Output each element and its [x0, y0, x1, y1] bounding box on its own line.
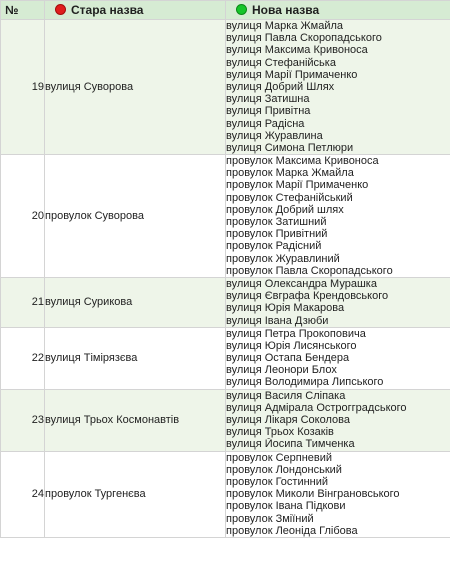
row-number: 21 [1, 277, 45, 327]
green-circle-icon [236, 4, 247, 15]
new-street-names [226, 277, 450, 327]
old-street-name: вулиця Тімірязєва [45, 327, 226, 389]
new-name-option: вулиця Юрія Лисянського [226, 339, 357, 352]
new-name-option: провулок Радісний [226, 240, 322, 253]
new-name-option: вулиця Петра Прокоповича [226, 327, 366, 340]
table-row [1, 155, 450, 278]
new-name-option: провулок Стефанійський [226, 191, 353, 204]
new-name-option: провулок Павла Скоропадського [226, 264, 393, 277]
new-name-option: вулиця Лікаря Соколова [226, 414, 350, 426]
old-street-name: провулок Суворова [45, 155, 226, 278]
new-name-option: провулок Івана Підкови [226, 500, 346, 513]
table-row [1, 389, 450, 451]
row-number: 24 [1, 451, 45, 537]
row-number: 22 [1, 327, 45, 389]
new-name-option: провулок Добрий шлях [226, 203, 344, 216]
new-name-option: провулок Привітний [226, 228, 328, 241]
new-name-option: провулок Леоніда Глібова [226, 524, 358, 537]
header-number [1, 1, 45, 20]
table-row [1, 20, 450, 155]
row-number: 20 [1, 155, 45, 278]
new-name-option: вулиця Симона Петлюри [226, 141, 354, 154]
row-number: 23 [1, 389, 45, 451]
new-name-option: вулиця Адмірала Острогградського [226, 401, 407, 414]
table-header-row [1, 1, 450, 20]
new-name-option: вулиця Володимира Липського [226, 376, 384, 389]
new-name-option: вулиця Леонори Блох [226, 364, 337, 377]
new-name-option: вулиця Журавлина [226, 129, 323, 142]
old-street-name: провулок Тургенєва [45, 451, 226, 537]
table-row [1, 327, 450, 389]
new-name-option: вулиця Павла Скоропадського [226, 32, 382, 45]
new-name-option: вулиця Стефанійська [226, 56, 336, 69]
header-new-name-label: Нова назва [252, 3, 320, 17]
new-name-option: провулок Журавлиний [226, 252, 340, 265]
new-name-option: вулиця Йосипа Тимченка [226, 438, 355, 451]
new-name-option: вулиця Радісна [226, 117, 305, 130]
new-name-option: провулок Гостинний [226, 475, 329, 488]
new-street-names [226, 327, 450, 389]
new-name-option: провулок Лондонський [226, 463, 342, 476]
header-number-label: № [5, 3, 19, 17]
new-name-option: провулок Зміїний [226, 512, 314, 525]
new-name-option: провулок Затишний [226, 216, 327, 228]
new-name-option: вулиця Василя Сліпака [226, 389, 346, 402]
header-new-name [226, 1, 450, 20]
new-name-option: провулок Серпневий [226, 451, 333, 464]
new-name-option: провулок Марка Жмайла [226, 167, 354, 180]
new-name-option: вулиця Трьох Козаків [226, 426, 334, 439]
red-circle-icon [55, 4, 66, 15]
new-street-names [226, 20, 450, 155]
new-name-option: вулиця Остапа Бендера [226, 352, 350, 365]
new-name-option: вулиця Марії Примаченко [226, 68, 358, 81]
new-name-option: вулиця Привітна [226, 105, 311, 118]
old-street-name: вулиця Трьох Космонавтів [45, 389, 226, 451]
new-name-option: вулиця Олександра Мурашка [226, 277, 377, 290]
new-name-option: провулок Максима Кривоноса [226, 155, 379, 168]
table-row [1, 451, 450, 537]
header-old-name [45, 1, 226, 20]
new-name-option: вулиця Добрий Шлях [226, 80, 335, 93]
new-name-option: вулиця Марка Жмайла [226, 20, 344, 32]
new-street-names [226, 451, 450, 537]
header-old-name-label: Стара назва [71, 3, 144, 17]
old-street-name: вулиця Сурикова [45, 277, 226, 327]
table-row [1, 277, 450, 327]
row-number: 19 [1, 20, 45, 155]
new-street-names [226, 389, 450, 451]
new-name-option: вулиця Євграфа Крендовського [226, 290, 389, 303]
new-name-option: вулиця Максима Кривоноса [226, 44, 368, 57]
table-body [1, 20, 450, 538]
new-name-option: провулок Миколи Вінграновського [226, 488, 400, 501]
new-name-option: вулиця Івана Дзюби [226, 314, 329, 327]
new-name-option: вулиця Затишна [226, 93, 310, 106]
new-name-option: провулок Марії Примаченко [226, 179, 369, 192]
old-street-name: вулиця Суворова [45, 20, 226, 155]
new-name-option: вулиця Юрія Макарова [226, 302, 345, 315]
new-street-names [226, 155, 450, 278]
